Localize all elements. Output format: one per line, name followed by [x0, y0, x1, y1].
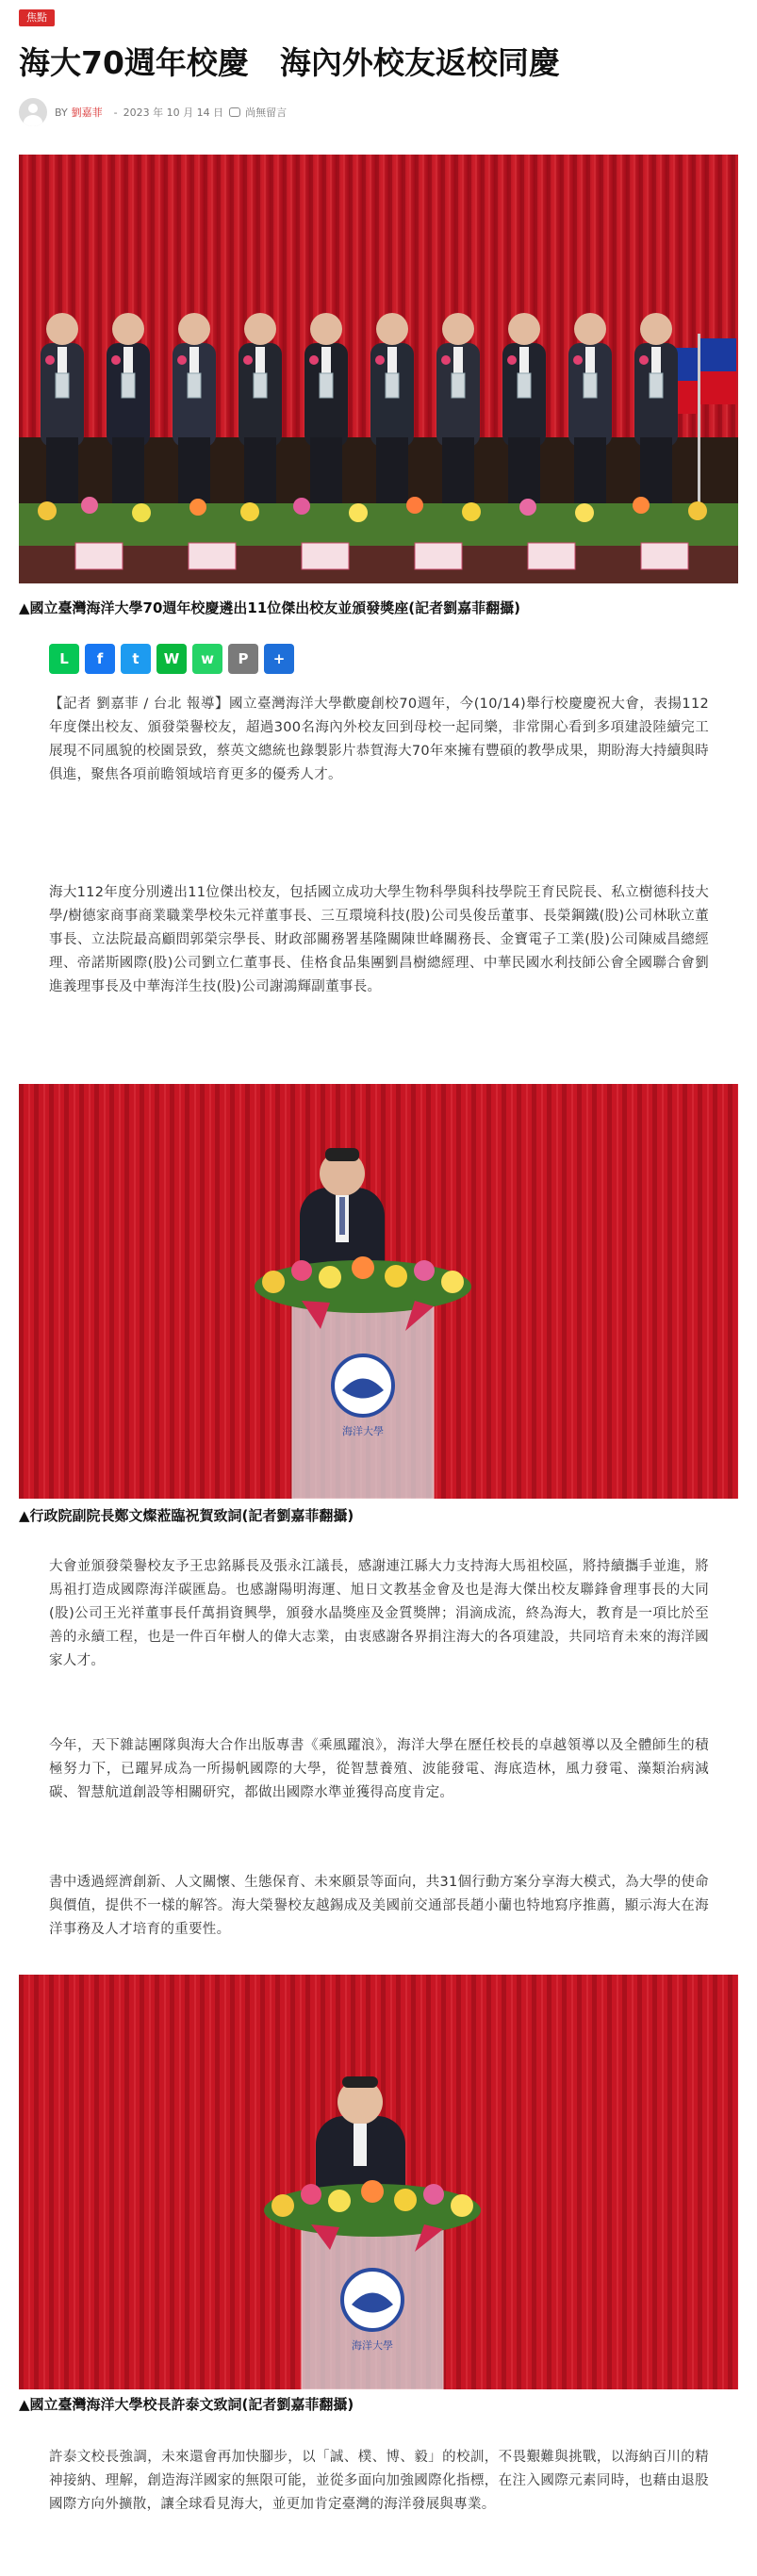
article-paragraph-4: 今年，天下雜誌團隊與海大合作出版專書《乘風躍浪》，海洋大學在歷任校長的卓越領導以及全體師生的積極努力下，已躍昇成為一所揚帆國際的大學，從智慧養殖、波能發電、海底造林，風力發電、藻類治病減碳、智慧航道創設等相關研究，都做出國際水準並獲得高度肯定。: [49, 1738, 709, 1800]
corsage: [309, 355, 319, 365]
recipient-head: [508, 313, 540, 345]
award-trophy: [320, 373, 333, 398]
article-photo-president: [19, 1975, 738, 2389]
recipient-legs: [442, 437, 474, 503]
recipient-head: [376, 313, 408, 345]
twitter-share-icon[interactable]: t: [121, 644, 151, 674]
corsage: [441, 355, 451, 365]
recipient-legs: [574, 437, 606, 503]
recipient-head: [442, 313, 474, 345]
corsage: [111, 355, 121, 365]
category-tag[interactable]: 焦點: [19, 9, 55, 26]
comment-icon: [229, 107, 240, 117]
article-meta: [19, 98, 287, 126]
flower-arrangements: [19, 497, 738, 546]
podium-logo-text: 海洋大學: [342, 1425, 384, 1437]
photo-caption-1: ▲國立臺灣海洋大學70週年校慶遴出11位傑出校友並頒發獎座(記者劉嘉菲翻攝): [19, 599, 520, 616]
vice-premier-speech-image: [19, 1084, 738, 1499]
meta-separator: -: [113, 106, 118, 119]
recipient-legs: [640, 437, 672, 503]
article-paragraph-3: 大會並頒發榮譽校友予王忠銘縣長及張永江議長，感謝連江縣大力支持海大馬祖校區，將持續攜手並進，將馬祖打造成國際海洋碳匯島。也感謝陽明海運、旭日文教基金會及也是海大傑出校友聯鋒會理事長的大同(股)公司王光祥董事長仟萬捐資興學，頒發水晶獎座及金質獎牌；涓滴成流，終為海大，教育是一項比於至善的永續工程，也是一件百年樹人的偉大志業，由衷感謝各界捐注海大的各項建設，共同培育未來的海洋國家人才。: [49, 1559, 709, 1668]
award-trophy: [56, 373, 69, 398]
line-share-icon[interactable]: L: [49, 644, 79, 674]
article-paragraph-1: 【記者 劉嘉菲 / 台北 報導】國立臺灣海洋大學歡慶創校70週年，今(10/14)舉行校慶慶祝大會，表揚112年度傑出校友、頒發榮譽校友，超過300名海內外校友回到母校一起同樂，非常開心看到多項建設陸續完工展現不同風貌的校園景致，蔡英文總統也錄製影片恭賀海大70年來擁有豐碩的教學成果，期盼海大持續與時俱進，聚焦各項前瞻領域培育更多的優秀人才。: [49, 697, 709, 782]
award-trophy: [122, 373, 135, 398]
article-title: 海大70週年校慶 海內外校友返校同慶: [19, 44, 560, 81]
recipient-head: [244, 313, 276, 345]
by-label: BY: [55, 106, 68, 119]
print-share-icon[interactable]: P: [228, 644, 258, 674]
corsage: [639, 355, 649, 365]
recipient-head: [640, 313, 672, 345]
recipient-legs: [178, 437, 210, 503]
corsage: [177, 355, 187, 365]
article-paragraph-6: 許泰文校長強調，未來還會再加快腳步，以「誠、樸、博、毅」的校訓，不畏艱難與挑戰，以海納百川的精神接納、理解，創造海洋國家的無限可能，並從多面向加強國際化指標，在注入國際元素同時，也藉由退股國際方向外擴散，讓全球看見海大，並更加肯定臺灣的海洋發展與專業。: [49, 2450, 709, 2512]
award-trophy: [188, 373, 201, 398]
award-trophy: [584, 373, 597, 398]
president-speech-image: [19, 1975, 738, 2389]
award-trophy: [386, 373, 399, 398]
article-paragraph-5: 書中透過經濟創新、人文關懷、生態保育、未來願景等面向，共31個行動方案分享海大模式，為大學的使命與價值，提供不一樣的解答。海大榮譽校友越錫成及美國前交通部長趙小蘭也特地寫序推薦，顯示海大在海洋事務及人才培育的重要性。: [49, 1875, 709, 1937]
author-avatar[interactable]: [19, 98, 47, 126]
corsage: [507, 355, 517, 365]
corsage: [45, 355, 55, 365]
photo-caption-2: ▲行政院副院長鄭文燦蒞臨祝賀致詞(記者劉嘉菲翻攝): [19, 1507, 354, 1524]
more-share-icon[interactable]: +: [264, 644, 294, 674]
recipient-head: [112, 313, 144, 345]
award-trophy: [254, 373, 267, 398]
publish-date: 2023 年 10 月 14 日: [123, 107, 224, 119]
comment-link[interactable]: 尚無留言: [245, 107, 288, 119]
recipient-legs: [244, 437, 276, 503]
recipient-legs: [112, 437, 144, 503]
recipient-head: [178, 313, 210, 345]
whatsapp-share-icon[interactable]: w: [192, 644, 222, 674]
corsage: [243, 355, 253, 365]
photo-caption-3: ▲國立臺灣海洋大學校長許泰文致詞(記者劉嘉菲翻攝): [19, 2396, 354, 2413]
recipient-legs: [310, 437, 342, 503]
wechat-share-icon[interactable]: W: [156, 644, 187, 674]
corsage: [573, 355, 583, 365]
article-photo-awards: [19, 155, 738, 583]
award-trophy: [452, 373, 465, 398]
recipient-head: [574, 313, 606, 345]
recipient-head: [46, 313, 78, 345]
recipient-legs: [46, 437, 78, 503]
award-trophy: [518, 373, 531, 398]
award-trophy: [650, 373, 663, 398]
podium-logo-text: 海洋大學: [352, 2339, 393, 2352]
article-paragraph-2: 海大112年度分別遴出11位傑出校友，包括國立成功大學生物科學與科技學院王育民院長、私立樹德科技大學/樹德家商事商業職業學校朱元祥董事長、三互環境科技(股)公司吳俊岳董事、長榮鋼鐵(股)公司林耿立董事長、立法院最高顧問郭榮宗學長、財政部關務署基隆關陳世峰關務長、金寶電子工業(股)公司陳威昌總經理、帝諾斯國際(股)公司劉立仁董事長、佳格食品集團劉昌樹總經理、中華民國水利技師公會全國聯合會劉進義理事長及中華海洋生技(股)公司謝鴻輝副董事長。: [49, 885, 709, 994]
share-bar: [49, 644, 294, 674]
recipient-legs: [508, 437, 540, 503]
facebook-share-icon[interactable]: f: [85, 644, 115, 674]
recipient-legs: [376, 437, 408, 503]
awards-stage-image: [19, 155, 738, 583]
author-link[interactable]: 劉嘉菲: [71, 107, 103, 119]
article-photo-vice-premier: [19, 1084, 738, 1499]
corsage: [375, 355, 385, 365]
recipient-head: [310, 313, 342, 345]
